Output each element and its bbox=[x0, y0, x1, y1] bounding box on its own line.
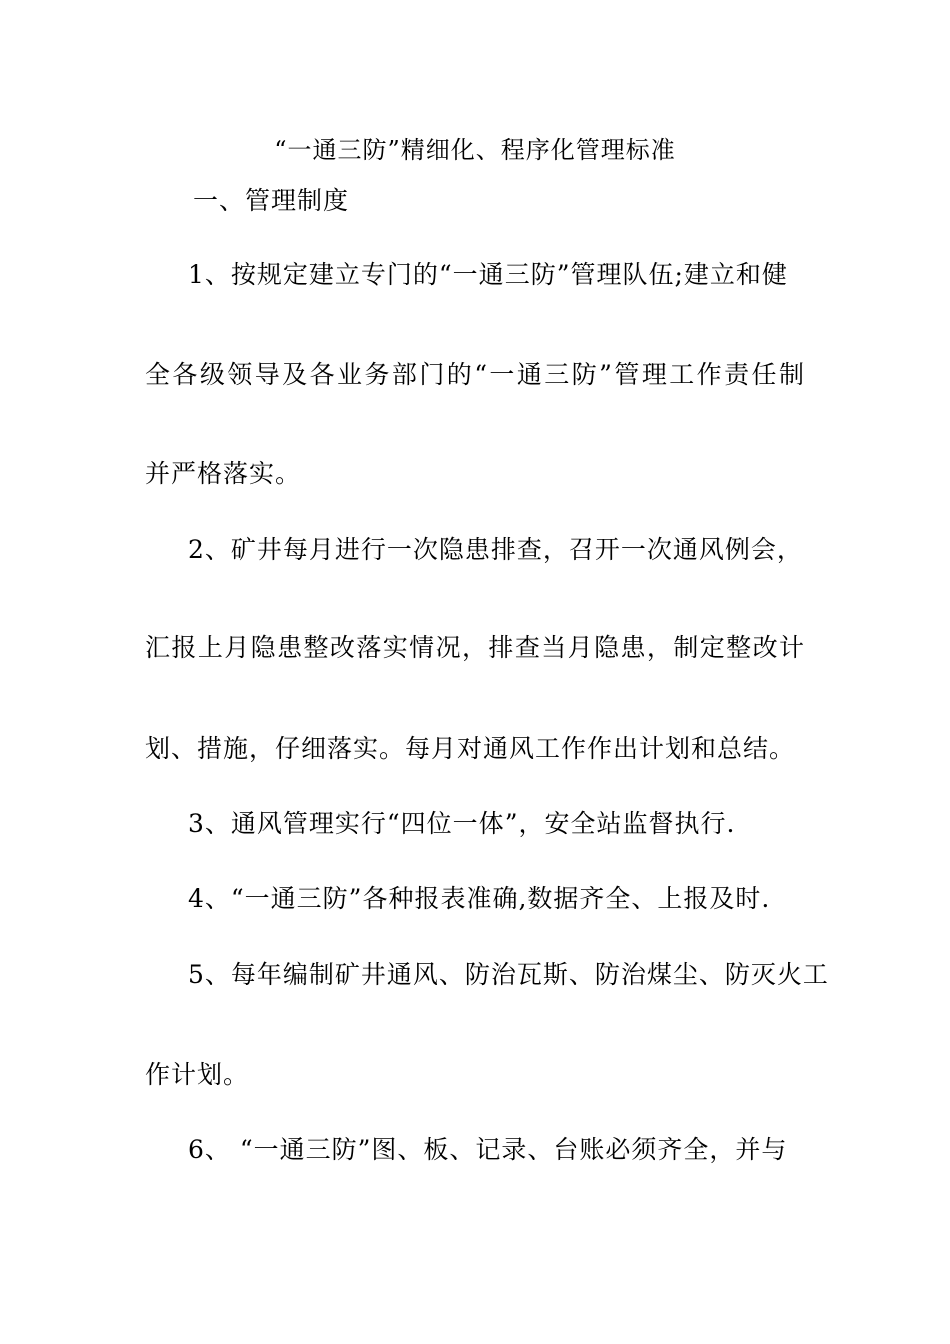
paragraph-line: 2、矿井每月进行一次隐患排查，召开一次通风例会， bbox=[188, 535, 803, 564]
paragraph-line: 1、按规定建立专门的“一通三防”管理队伍;建立和健 bbox=[188, 260, 788, 289]
paragraph-line: 6、 “一通三防”图、板、记录、台账必须齐全，并与 bbox=[188, 1135, 788, 1164]
paragraph-line: 4、“一通三防”各种报表准确,数据齐全、上报及时. bbox=[188, 884, 771, 913]
paragraph-line: 作计划。 bbox=[145, 1060, 250, 1089]
paragraph-line: 全各级领导及各业务部门的“一通三防”管理工作责任制 bbox=[145, 360, 805, 389]
section-heading: 一、管理制度 bbox=[193, 186, 350, 215]
paragraph-line: 并严格落实。 bbox=[145, 459, 302, 488]
document-title: “一通三防”精细化、程序化管理标准 bbox=[274, 136, 676, 164]
paragraph-line: 5、每年编制矿井通风、防治瓦斯、防治煤尘、防灭火工 bbox=[188, 960, 829, 989]
paragraph-line: 汇报上月隐患整改落实情况，排查当月隐患，制定整改计 bbox=[145, 633, 805, 662]
paragraph-line: 3、通风管理实行“四位一体”，安全站监督执行. bbox=[188, 809, 736, 838]
paragraph-line: 划、措施，仔细落实。每月对通风工作作出计划和总结。 bbox=[145, 734, 796, 763]
